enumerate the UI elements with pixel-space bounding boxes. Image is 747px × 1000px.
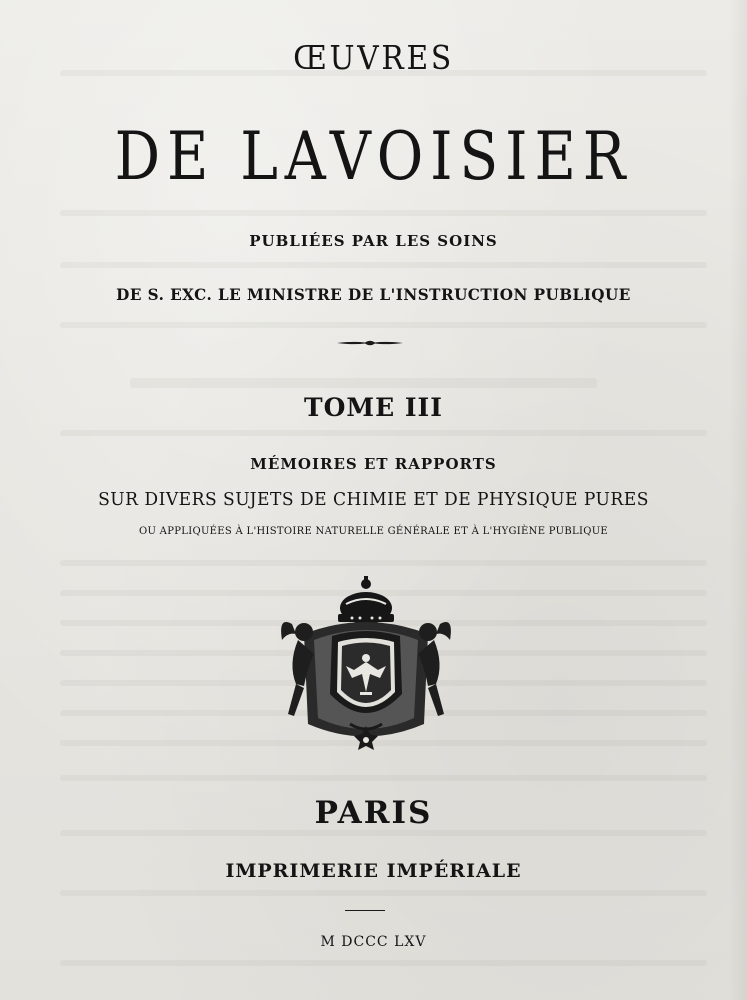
bleed-through-line xyxy=(60,890,707,896)
subtitle-sujets: SUR DIVERS SUJETS DE CHIMIE ET DE PHYSIQUE PURES xyxy=(98,489,649,510)
city-name: PARIS xyxy=(314,795,433,831)
bleed-through-line xyxy=(130,378,597,388)
bleed-through-line xyxy=(60,560,707,566)
imperial-arms-emblem-icon xyxy=(274,574,458,764)
ornamental-rule-icon xyxy=(337,337,403,349)
bleed-through-line xyxy=(60,430,707,436)
series-title: ŒUVRES xyxy=(293,38,454,77)
bleed-through-line xyxy=(60,960,707,966)
bleed-through-line xyxy=(60,775,707,781)
subtitle-memoires: MÉMOIRES ET RAPPORTS xyxy=(250,455,497,473)
bleed-through-line xyxy=(60,262,707,268)
author-title: DE LAVOISIER xyxy=(114,118,633,195)
volume-number: TOME III xyxy=(304,393,443,422)
bleed-through-line xyxy=(60,322,707,328)
divider-rule xyxy=(345,910,385,911)
printer-name: IMPRIMERIE IMPÉRIALE xyxy=(225,860,522,882)
page-edge-shadow xyxy=(729,0,747,1000)
bleed-through-line xyxy=(60,210,707,216)
publication-year: M DCCC LXV xyxy=(320,934,427,950)
published-by-line: PUBLIÉES PAR LES SOINS xyxy=(249,232,498,250)
subtitle-appliquees: OU APPLIQUÉES À L'HISTOIRE NATURELLE GÉNÉRALE ET À L'HYGIÈNE PUBLIQUE xyxy=(138,526,609,537)
publisher-authority-line: DE S. EXC. LE MINISTRE DE L'INSTRUCTION PUBLIQUE xyxy=(116,285,631,304)
